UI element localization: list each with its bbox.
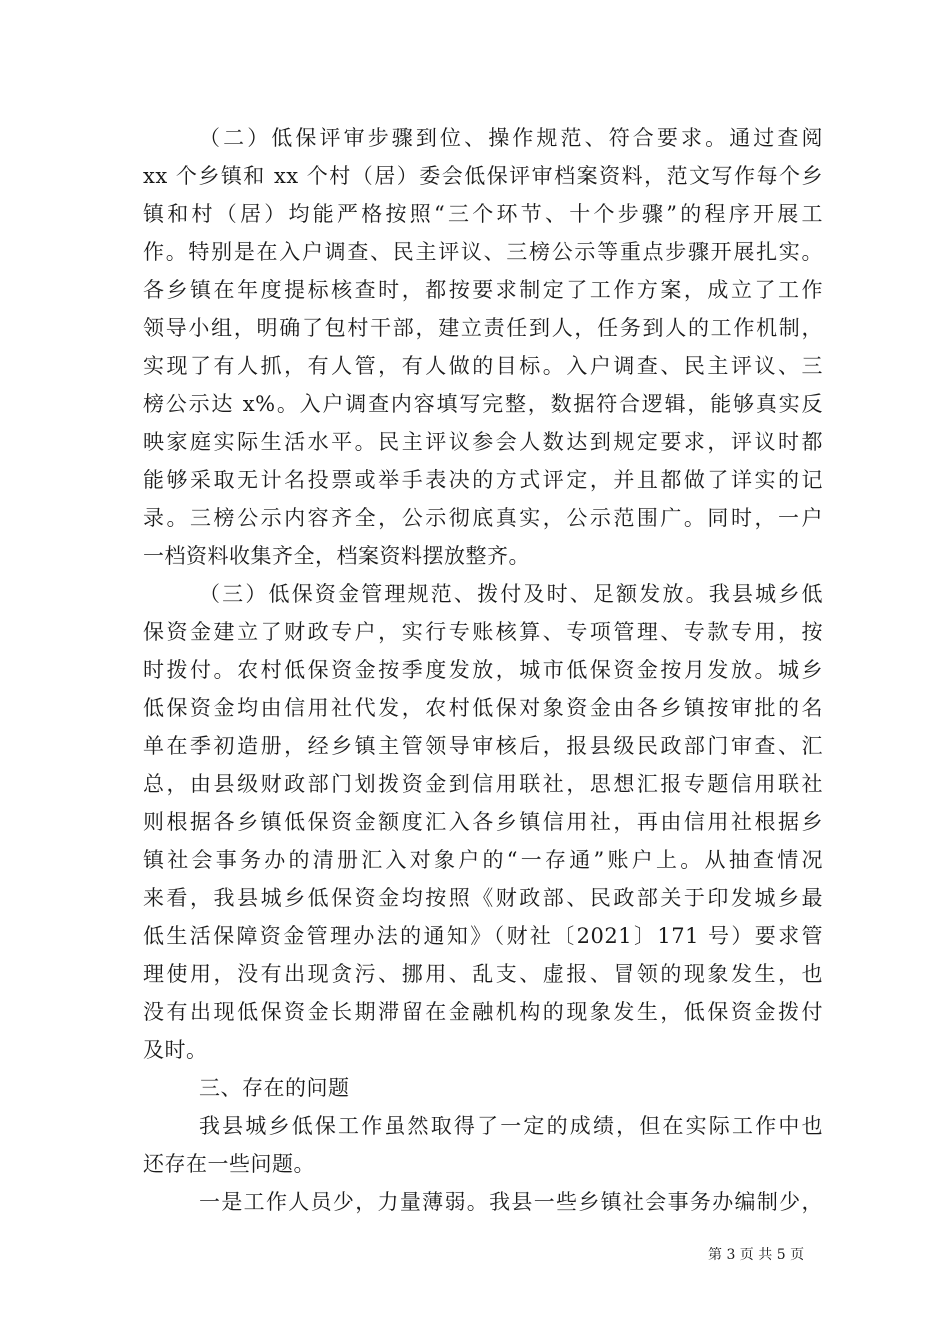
text-line: 榜公示达 x%。入户调查内容填写完整，数据符合逻辑，能够真实反: [143, 392, 823, 416]
text-line: 作。特别是在入户调查、民主评议、三榜公示等重点步骤开展扎实。: [143, 240, 823, 264]
text-line: 保资金建立了财政专户，实行专账核算、专项管理、专款专用，按: [143, 620, 823, 644]
text-line: 镇社会事务办的清册汇入对象户的“一存通”账户上。从抽查情况: [143, 848, 823, 872]
text-line: 录。三榜公示内容齐全，公示彻底真实，公示范围广。同时，一户: [143, 506, 823, 530]
text-line: 还存在一些问题。: [143, 1152, 315, 1176]
text-line: 低保资金均由信用社代发，农村低保对象资金由各乡镇按审批的名: [143, 696, 823, 720]
text-line: （三）低保资金管理规范、拨付及时、足额发放。我县城乡低: [199, 582, 823, 606]
text-line: （二）低保评审步骤到位、操作规范、符合要求。通过查阅: [199, 126, 823, 150]
text-line: 低生活保障资金管理办法的通知》（财社〔2021〕171 号）要求管: [143, 924, 823, 948]
text-line: 一是工作人员少，力量薄弱。我县一些乡镇社会事务办编制少，: [199, 1190, 823, 1214]
text-line: 时拨付。农村低保资金按季度发放，城市低保资金按月发放。城乡: [143, 658, 823, 682]
text-line: 单在季初造册，经乡镇主管领导审核后，报县级民政部门审查、汇: [143, 734, 823, 758]
text-line: 一档资料收集齐全，档案资料摆放整齐。: [143, 544, 530, 568]
page-number-footer: 第 3 页 共 5 页: [708, 1247, 805, 1263]
text-line: 我县城乡低保工作虽然取得了一定的成绩，但在实际工作中也: [199, 1114, 823, 1138]
text-line: 没有出现低保资金长期滞留在金融机构的现象发生，低保资金拨付: [143, 1000, 823, 1024]
text-line: 映家庭实际生活水平。民主评议参会人数达到规定要求，评议时都: [143, 430, 823, 454]
text-line: xx 个乡镇和 xx 个村（居）委会低保评审档案资料，范文写作每个乡: [143, 164, 823, 188]
section-heading: 三、存在的问题: [199, 1076, 350, 1100]
text-line: 理使用，没有出现贪污、挪用、乱支、虚报、冒领的现象发生，也: [143, 962, 823, 986]
text-line: 能够采取无计名投票或举手表决的方式评定，并且都做了详实的记: [143, 468, 823, 492]
text-line: 总，由县级财政部门划拨资金到信用联社，思想汇报专题信用联社: [143, 772, 823, 796]
text-line: 及时。: [143, 1038, 208, 1062]
text-line: 镇和村（居）均能严格按照“三个环节、十个步骤”的程序开展工: [143, 202, 823, 226]
text-line: 实现了有人抓，有人管，有人做的目标。入户调查、民主评议、三: [143, 354, 823, 378]
text-line: 领导小组，明确了包村干部，建立责任到人，任务到人的工作机制，: [143, 316, 823, 340]
text-line: 来看，我县城乡低保资金均按照《财政部、民政部关于印发城乡最: [143, 886, 823, 910]
text-line: 则根据各乡镇低保资金额度汇入各乡镇信用社，再由信用社根据乡: [143, 810, 823, 834]
text-line: 各乡镇在年度提标核查时，都按要求制定了工作方案，成立了工作: [143, 278, 823, 302]
